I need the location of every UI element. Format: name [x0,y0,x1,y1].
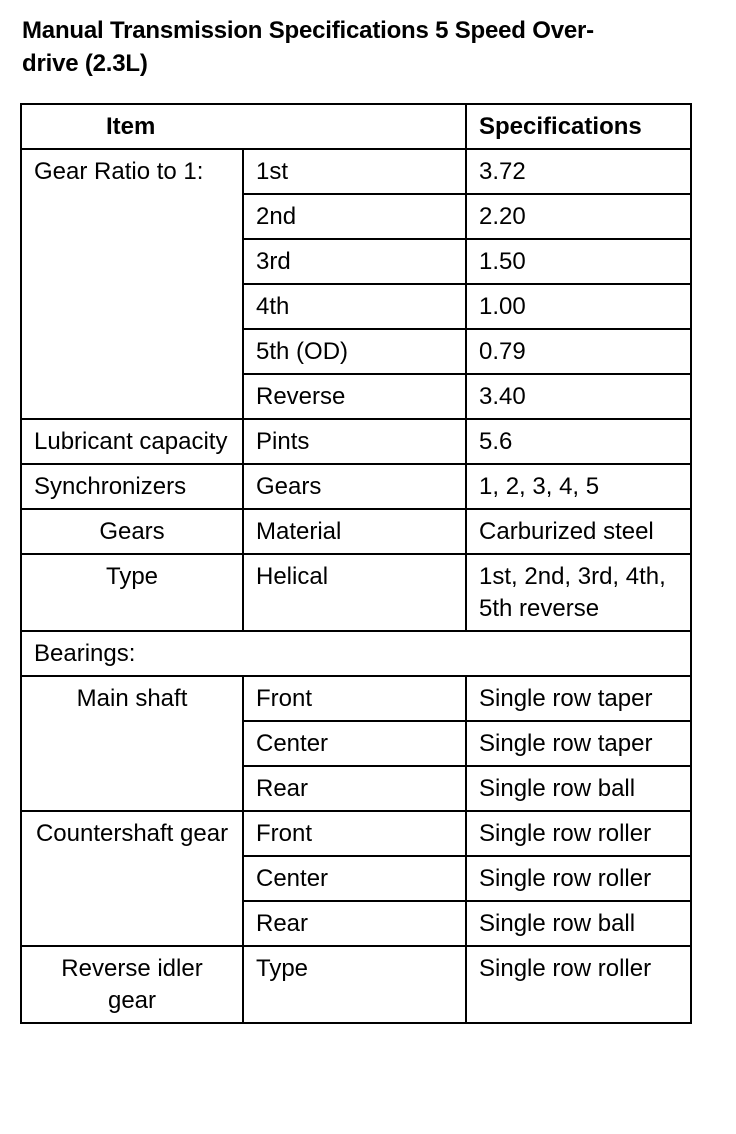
gear-name: 1st [243,149,466,194]
bearing-type: Single row ball [466,901,691,946]
synchronizers-name: Gears [243,464,466,509]
bearing-position: Front [243,676,466,721]
gear-name: 5th (OD) [243,329,466,374]
header-specifications: Specifications [466,104,691,149]
bearing-position: Rear [243,766,466,811]
synchronizers-label: Synchronizers [21,464,243,509]
bearing-position: Center [243,856,466,901]
table-row [21,811,691,856]
bearing-position: Center [243,721,466,766]
gears-value: Carburized steel [466,509,691,554]
gear-value: 3.40 [466,374,691,419]
bearing-type: Single row taper [466,676,691,721]
reverse-idler-name: Type [243,946,466,1023]
table-row [21,631,691,676]
type-label: Type [21,554,243,631]
lubricant-label: Lubricant capacity [21,419,243,464]
bearing-type: Single row roller [466,856,691,901]
lubricant-value: 5.6 [466,419,691,464]
table-row [21,509,691,554]
synchronizers-value: 1, 2, 3, 4, 5 [466,464,691,509]
document-title [22,14,712,80]
type-value: 1st, 2nd, 3rd, 4th, 5th reverse [466,554,691,631]
bearing-position: Rear [243,901,466,946]
type-name: Helical [243,554,466,631]
table-row [21,464,691,509]
table-row [21,554,691,631]
bearings-heading: Bearings: [21,631,691,676]
table-row [21,149,691,194]
lubricant-unit: Pints [243,419,466,464]
title-line-2: drive (2.3L) [22,50,148,77]
title-line-1: Manual Transmission Specifications 5 Speed Over- [22,17,594,44]
gear-value: 1.00 [466,284,691,329]
reverse-idler-label: Reverse idler gear [21,946,243,1023]
table-row [21,419,691,464]
gear-value: 3.72 [466,149,691,194]
gears-name: Material [243,509,466,554]
table-row [21,946,691,1023]
header-item: Item [21,104,466,149]
gear-value: 1.50 [466,239,691,284]
gears-label: Gears [21,509,243,554]
gear-name: 3rd [243,239,466,284]
bearing-type: Single row ball [466,766,691,811]
table-row [21,676,691,721]
gear-value: 0.79 [466,329,691,374]
bearing-type: Single row taper [466,721,691,766]
gear-name: 2nd [243,194,466,239]
countershaft-label: Countershaft gear [21,811,243,946]
header-row [21,104,691,149]
gear-value: 2.20 [466,194,691,239]
bearing-position: Front [243,811,466,856]
gear-name: Reverse [243,374,466,419]
main-shaft-label: Main shaft [21,676,243,811]
bearing-type: Single row roller [466,811,691,856]
gear-ratio-label: Gear Ratio to 1: [21,149,243,419]
gear-name: 4th [243,284,466,329]
spec-table [20,103,692,1024]
reverse-idler-value: Single row roller [466,946,691,1023]
